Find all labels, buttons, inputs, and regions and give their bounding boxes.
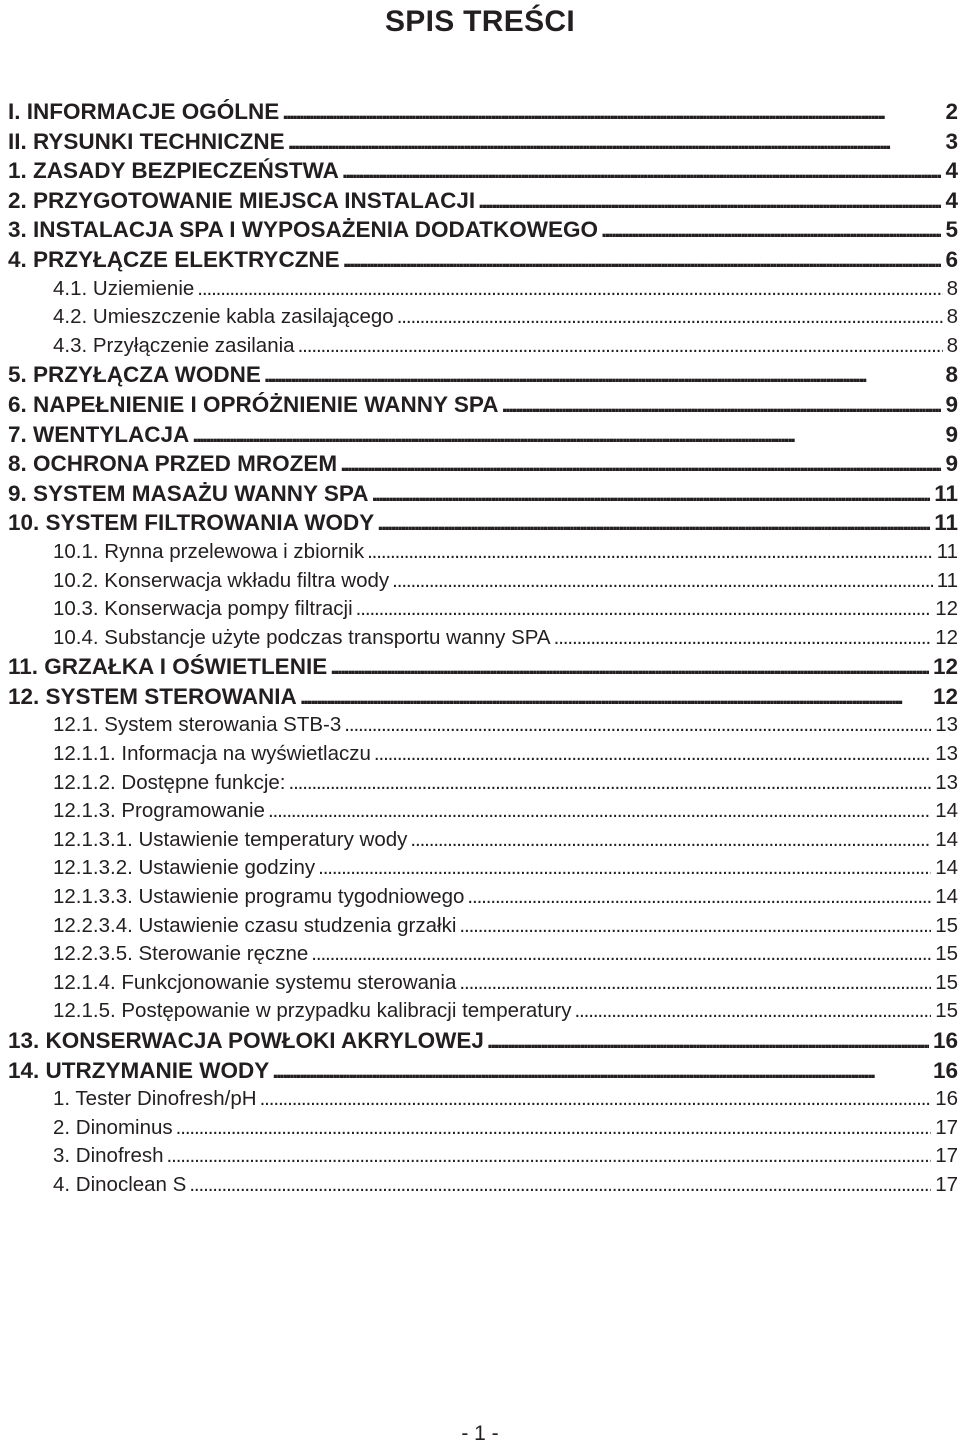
toc-entry-page: 17: [935, 1144, 958, 1168]
toc-entry-page: 11: [936, 568, 958, 592]
toc-entry-page: 3: [945, 128, 958, 154]
toc-dot-leader: [487, 1026, 929, 1056]
toc-dot-leader: [167, 1142, 932, 1171]
toc-entry-page: 13: [935, 742, 958, 766]
toc-entry: [8, 740, 958, 769]
toc-entry-label: 13. KONSERWACJA POWŁOKI AKRYLOWEJ: [8, 1028, 484, 1053]
toc-dot-leader: [268, 797, 931, 826]
toc-entry-page: 6: [945, 246, 958, 272]
toc-entry: [8, 360, 958, 390]
toc-entry-page: 9: [945, 421, 958, 447]
toc-entry-label: 12.1.1. Informacja na wyświetlaczu: [53, 742, 371, 766]
toc-entry-label: 12.2.3.4. Ustawienie czasu studzenia grzałki: [53, 913, 457, 937]
toc-entry-page: 11: [936, 539, 958, 563]
toc-entry-page: 14: [935, 856, 958, 880]
toc-dot-leader: [574, 997, 931, 1026]
toc-entry-page: 13: [935, 770, 958, 794]
toc-entry: [8, 883, 958, 912]
toc-entry: [8, 826, 958, 855]
toc-dot-leader: [459, 912, 931, 941]
toc-entry: [8, 215, 958, 245]
toc-dot-leader: [342, 156, 942, 186]
toc-dot-leader: [410, 826, 931, 855]
toc-dot-leader: [282, 97, 941, 127]
toc-entry-page: 12: [932, 683, 958, 709]
toc-entry-page: 14: [935, 799, 958, 823]
toc-entry-page: 8: [946, 333, 958, 357]
toc-entry-page: 15: [935, 942, 958, 966]
toc-entry-label: 4. PRZYŁĄCZE ELEKTRYCZNE: [8, 246, 340, 272]
toc-dot-leader: [367, 538, 933, 567]
toc-entry-label: 4.1. Uziemienie: [53, 276, 195, 300]
toc-entry: [8, 1056, 958, 1086]
toc-dot-leader: [264, 360, 942, 390]
toc-entry: [8, 969, 958, 998]
toc-entry: [8, 449, 958, 479]
toc-entry-label: 12.1.2. Dostępne funkcje:: [53, 770, 286, 794]
toc-entry-page: 12: [935, 597, 958, 621]
toc-dot-leader: [371, 479, 930, 509]
toc-dot-leader: [467, 883, 931, 912]
toc-dot-leader: [311, 940, 931, 969]
toc-entry: [8, 940, 958, 969]
toc-entry-label: 12.1.3.1. Ustawienie temperatury wody: [53, 827, 408, 851]
toc-entry-label: 12.1.4. Funkcjonowanie systemu sterowania: [53, 970, 457, 994]
toc-dot-leader: [192, 420, 941, 450]
toc-dot-leader: [502, 390, 942, 420]
toc-entry-page: 5: [945, 217, 958, 243]
toc-entry-label: 12.1.3.2. Ustawienie godziny: [53, 856, 316, 880]
toc-entry: [8, 538, 958, 567]
toc-entry-label: 4.2. Umieszczenie kabla zasilającego: [53, 305, 394, 329]
toc-dot-leader: [356, 595, 932, 624]
toc-entry: [8, 854, 958, 883]
toc-entry: [8, 797, 958, 826]
toc-entry-label: 4.3. Przyłączenie zasilania: [53, 333, 295, 357]
toc-entry-page: 8: [946, 276, 958, 300]
toc-entry-page: 8: [945, 362, 958, 388]
toc-entry-page: 12: [932, 654, 958, 680]
toc-entry-page: 16: [932, 1028, 958, 1053]
toc-entry-label: 2. Dinominus: [53, 1115, 173, 1139]
toc-dot-leader: [330, 652, 929, 682]
toc-dot-leader: [374, 740, 931, 769]
toc-entry-label: 9. SYSTEM MASAŻU WANNY SPA: [8, 480, 369, 506]
toc-entry-page: 11: [934, 480, 958, 506]
toc-dot-leader: [601, 215, 941, 245]
page-number: - 1 -: [461, 1422, 499, 1445]
toc-dot-leader: [289, 769, 932, 798]
toc-entry-label: I. INFORMACJE OGÓLNE: [8, 99, 280, 124]
toc-entry-page: 13: [935, 713, 958, 737]
toc-entry-page: 4: [945, 187, 958, 213]
toc-entry-label: 3. Dinofresh: [53, 1144, 164, 1168]
toc-entry: [8, 652, 958, 682]
toc-entry: [8, 390, 958, 420]
toc-dot-leader: [272, 1056, 929, 1086]
toc-entry-label: 1. Tester Dinofresh/pH: [53, 1087, 257, 1111]
toc-entry-label: 5. PRZYŁĄCZA WODNE: [8, 362, 261, 388]
toc-dot-leader: [377, 508, 930, 538]
toc-entry-label: 10.3. Konserwacja pompy filtracji: [53, 597, 353, 621]
toc-dot-leader: [392, 567, 933, 596]
page-title: SPIS TREŚCI: [384, 5, 575, 38]
toc-dot-leader: [340, 449, 941, 479]
toc-entry-page: 15: [935, 999, 958, 1023]
toc-dot-leader: [176, 1114, 932, 1143]
toc-entry: [8, 479, 958, 509]
toc-entry-page: 9: [945, 391, 958, 417]
toc-entry: [8, 1114, 958, 1143]
toc-entry: [8, 769, 958, 798]
toc-entry: [8, 127, 958, 157]
toc-entry: [8, 420, 958, 450]
toc-dot-leader: [554, 624, 932, 653]
toc-dot-leader: [478, 186, 941, 216]
toc-entry-label: 10.1. Rynna przelewowa i zbiornik: [53, 539, 365, 563]
toc-entry-label: 8. OCHRONA PRZED MROZEM: [8, 451, 338, 477]
toc-entry-label: 10.2. Konserwacja wkładu filtra wody: [53, 568, 390, 592]
toc-entry: [8, 186, 958, 216]
toc-dot-leader: [298, 332, 943, 361]
toc-entry-label: 2. PRZYGOTOWANIE MIEJSCA INSTALACJI: [8, 187, 476, 213]
toc-entry-label: 12.1.3.3. Ustawienie programu tygodniowego: [53, 885, 465, 909]
toc-entry-label: 3. INSTALACJA SPA I WYPOSAŻENIA DODATKOWEGO: [8, 217, 599, 243]
toc-entry-page: 15: [935, 913, 958, 937]
toc-entry-label: II. RYSUNKI TECHNICZNE: [8, 128, 285, 154]
toc-entry: [8, 156, 958, 186]
toc-dot-leader: [459, 969, 931, 998]
toc-entry-page: 16: [932, 1057, 958, 1083]
toc-entry-page: 11: [934, 510, 958, 536]
toc-entry-label: 12. SYSTEM STEROWANIA: [8, 683, 297, 709]
toc-entry-page: 9: [945, 451, 958, 477]
toc-entry: [8, 682, 958, 712]
toc-dot-leader: [344, 711, 931, 740]
toc-entry-page: 14: [935, 827, 958, 851]
toc-entry: [8, 711, 958, 740]
toc-entry: [8, 508, 958, 538]
toc-entry-label: 4. Dinoclean S: [53, 1172, 187, 1196]
toc-dot-leader: [288, 127, 942, 157]
toc-entry: [8, 275, 958, 304]
toc-entry-label: 12.1.5. Postępowanie w przypadku kalibracji temperatury: [53, 999, 572, 1023]
toc-entry-page: 2: [945, 99, 958, 124]
toc-entry-label: 12.1.3. Programowanie: [53, 799, 265, 823]
toc-entry-label: 11. GRZAŁKA I OŚWIETLENIE: [8, 654, 328, 680]
toc-entry: [8, 332, 958, 361]
toc-entry-page: 12: [935, 625, 958, 649]
toc-dot-leader: [397, 303, 943, 332]
toc-entry-page: 16: [935, 1087, 958, 1111]
toc-entry: [8, 997, 958, 1026]
toc-entry: [8, 624, 958, 653]
toc-entry-label: 1. ZASADY BEZPIECZEŃSTWA: [8, 158, 339, 184]
toc-entry: [8, 567, 958, 596]
toc-entry: [8, 1142, 958, 1171]
toc-entry: [8, 1026, 958, 1056]
toc-dot-leader: [189, 1171, 931, 1200]
toc-entry-page: 4: [945, 158, 958, 184]
toc-dot-leader: [343, 245, 942, 275]
toc-entry-label: 6. NAPEŁNIENIE I OPRÓŻNIENIE WANNY SPA: [8, 391, 499, 417]
toc-entry-page: 14: [935, 885, 958, 909]
toc-entry: [8, 1171, 958, 1200]
toc-entry-page: 15: [935, 970, 958, 994]
table-of-contents: [8, 97, 958, 1200]
toc-entry: [8, 912, 958, 941]
toc-entry: [8, 595, 958, 624]
toc-entry-page: 8: [946, 305, 958, 329]
toc-entry: [8, 245, 958, 275]
toc-entry: [8, 1085, 958, 1114]
toc-entry: [8, 97, 958, 127]
toc-dot-leader: [318, 854, 931, 883]
toc-entry-label: 14. UTRZYMANIE WODY: [8, 1057, 270, 1083]
toc-entry-page: 17: [935, 1172, 958, 1196]
toc-dot-leader: [260, 1085, 932, 1114]
toc-entry: [8, 303, 958, 332]
toc-dot-leader: [300, 682, 929, 712]
toc-entry-label: 10.4. Substancje użyte podczas transportu wanny SPA: [53, 625, 551, 649]
toc-dot-leader: [197, 275, 942, 304]
toc-entry-label: 10. SYSTEM FILTROWANIA WODY: [8, 510, 375, 536]
toc-entry-label: 7. WENTYLACJA: [8, 421, 190, 447]
toc-entry-label: 12.1. System sterowania STB-3: [53, 713, 342, 737]
toc-entry-page: 17: [935, 1115, 958, 1139]
toc-entry-label: 12.2.3.5. Sterowanie ręczne: [53, 942, 309, 966]
